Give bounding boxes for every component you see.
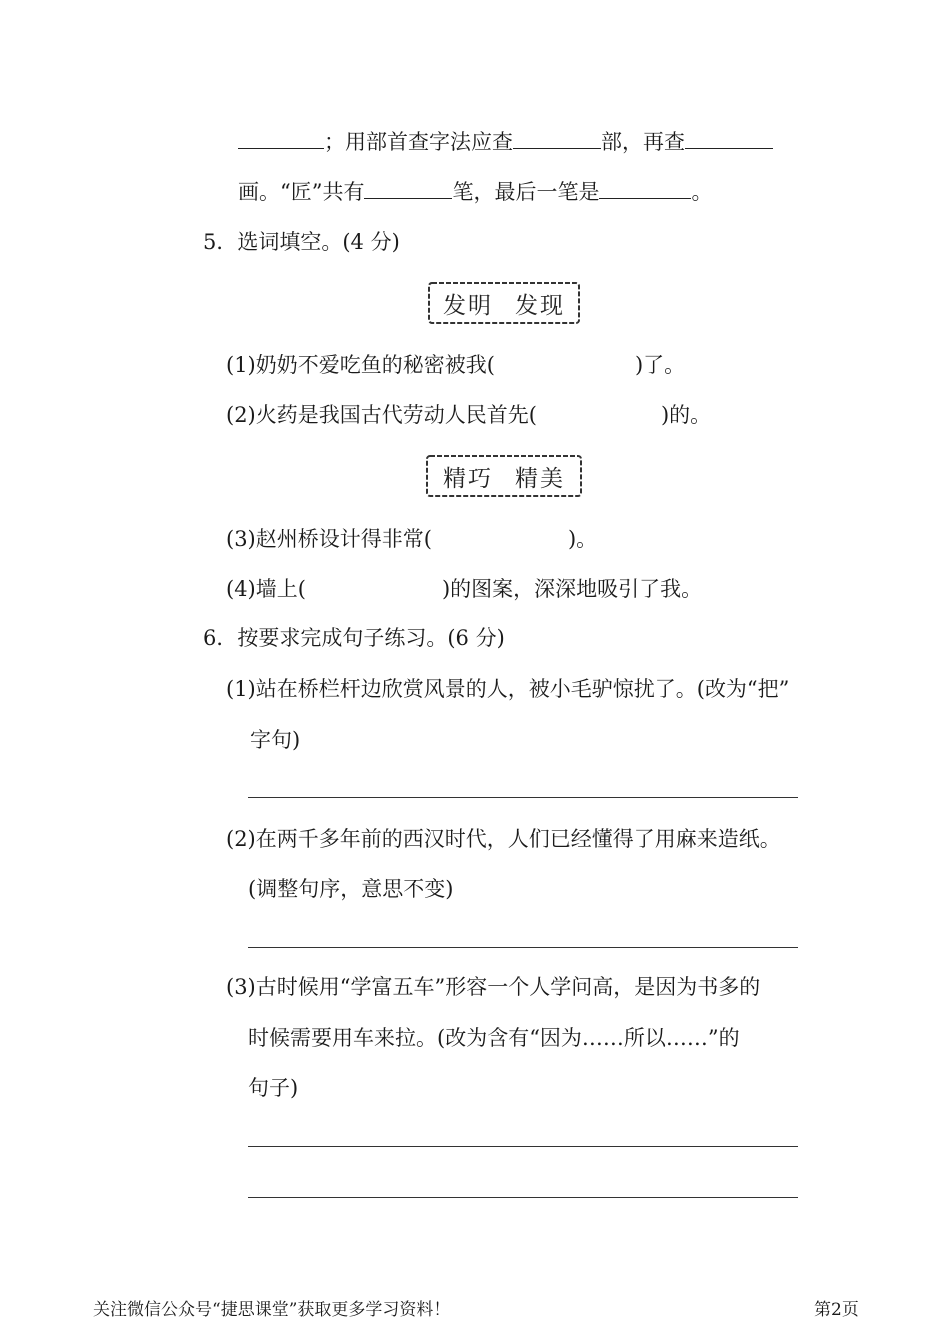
q5-item3-text-b: )。	[567, 527, 598, 551]
q6-title: 6．按要求完成句子练习。(6 分)	[203, 626, 505, 650]
word-box-2	[422, 451, 586, 501]
q4-blank-radical[interactable]	[513, 128, 601, 149]
q6-item3-answer-line-2[interactable]	[248, 1197, 798, 1198]
q5-item1-text-b: )了。	[634, 353, 686, 377]
q5-item-3	[226, 525, 597, 553]
q5-item2-text-b: )的。	[660, 403, 712, 427]
q6-item1-answer-line[interactable]	[248, 797, 798, 798]
q5-item3-text-a: (3)赵州桥设计得非常(	[226, 527, 432, 551]
q5-item-2	[226, 401, 711, 429]
q6-item2-answer-line[interactable]	[248, 947, 798, 948]
q4-text-1b: 部，再查	[601, 130, 685, 154]
q4-line-1	[238, 128, 773, 156]
q5-item-1	[226, 351, 685, 379]
q6-item1-line2: 字句)	[250, 728, 301, 752]
q5-title: 5．选词填空。(4 分)	[203, 230, 400, 254]
q4-blank-stroke-count[interactable]	[364, 178, 452, 199]
word-jing-mei: 精美	[515, 465, 565, 492]
q4-text-2a: 画。“匠”共有	[238, 180, 365, 204]
q6-item3-line3: 句子)	[248, 1076, 299, 1100]
q6-item3-line1: (3)古时候用“学富五车”形容一个人学问高，是因为书多的	[226, 975, 761, 999]
q5-item4-text-b: )的图案，深深地吸引了我。	[441, 577, 703, 601]
q5-item1-text-a: (1)奶奶不爱吃鱼的秘密被我(	[226, 353, 495, 377]
q6-item3-line2: 时候需要用车来拉。(改为含有“因为……所以……”的	[248, 1026, 740, 1050]
word-box-1	[424, 278, 584, 328]
word-fa-ming: 发明	[443, 292, 493, 319]
page-number: 第2页	[814, 1300, 859, 1320]
q5-item-4	[226, 575, 702, 603]
q4-text-1a: ；用部首查字法应查	[324, 130, 513, 154]
q4-text-2c: 。	[691, 180, 713, 204]
q4-blank-strokes-more[interactable]	[685, 128, 773, 149]
q4-text-2b: 笔，最后一笔是	[452, 180, 600, 204]
q6-item3-answer-line-1[interactable]	[248, 1146, 798, 1147]
q5-item2-text-a: (2)火药是我国古代劳动人民首先(	[226, 403, 537, 427]
q4-blank-last-stroke[interactable]	[599, 178, 691, 199]
word-fa-xian: 发现	[515, 292, 565, 319]
q6-item2-line2: (调整句序，意思不变)	[248, 877, 454, 901]
word-jing-qiao: 精巧	[443, 465, 493, 492]
q5-item4-text-a: (4)墙上(	[226, 577, 306, 601]
q4-line-2	[238, 178, 712, 206]
q6-item2-line1: (2)在两千多年前的西汉时代，人们已经懂得了用麻来造纸。	[226, 827, 781, 851]
q4-blank-radical-strokes[interactable]	[238, 128, 324, 149]
footer-promo: 关注微信公众号“捷思课堂”获取更多学习资料！	[93, 1300, 451, 1320]
q6-item1-line1: (1)站在桥栏杆边欣赏风景的人，被小毛驴惊扰了。(改为“把”	[226, 677, 790, 701]
